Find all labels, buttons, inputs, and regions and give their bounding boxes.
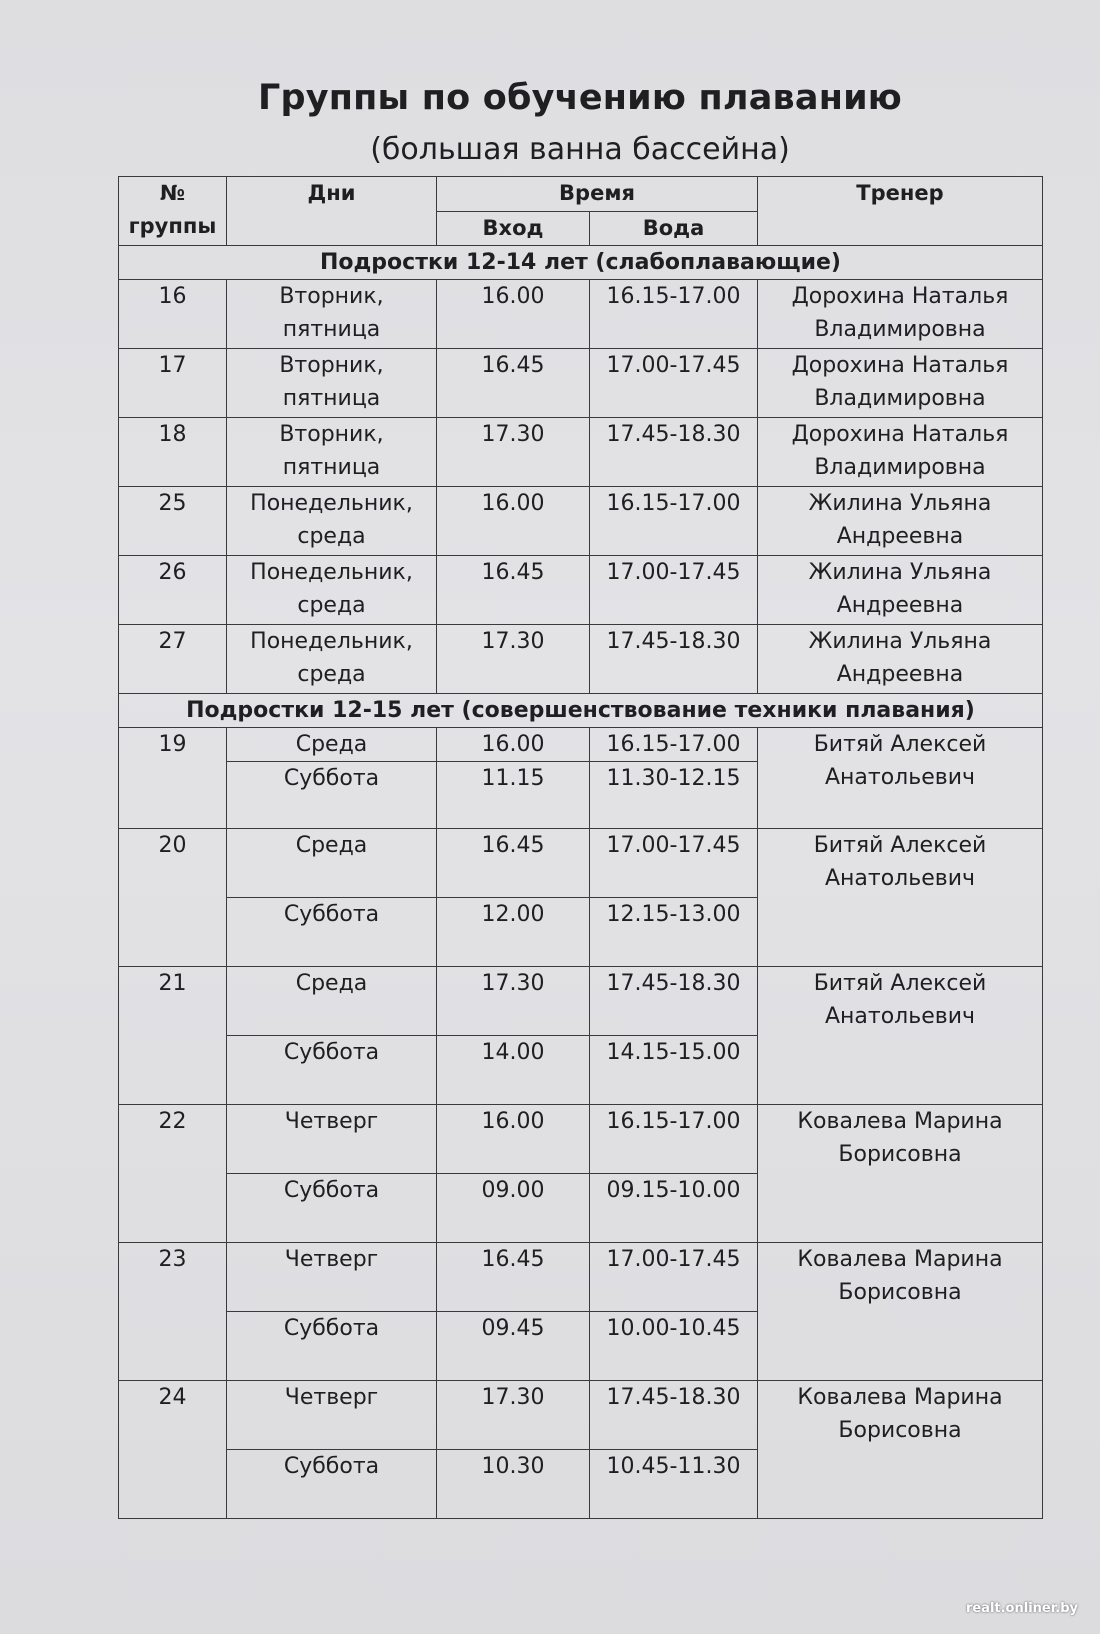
entry-time-cell: 12.00 [437, 898, 590, 967]
entry-time-cell: 16.00 [437, 280, 590, 349]
day-cell: Суббота [227, 898, 437, 967]
group-number-cell: 22 [119, 1105, 227, 1243]
coach-line2: Борисовна [838, 1142, 962, 1167]
day-cell: Среда [227, 967, 437, 1036]
entry-time-cell: 16.45 [437, 556, 590, 625]
water-time-cell: 09.15-10.00 [590, 1174, 758, 1243]
coach-cell [758, 625, 1043, 694]
coach-line2: Владимировна [814, 386, 986, 411]
day-cell: Суббота [227, 1036, 437, 1105]
days-line1: Вторник, [279, 422, 384, 447]
header-entry: Вход [437, 212, 590, 246]
entry-time-cell: 09.00 [437, 1174, 590, 1243]
table-row [119, 1243, 1043, 1312]
coach-line2: Борисовна [838, 1280, 962, 1305]
table-row [119, 728, 1043, 762]
water-time-cell: 16.15-17.00 [590, 728, 758, 762]
header-water: Вода [590, 212, 758, 246]
coach-cell [758, 280, 1043, 349]
days-line1: Понедельник, [250, 491, 413, 516]
entry-time-cell: 16.45 [437, 829, 590, 898]
coach-cell [758, 967, 1043, 1105]
days-cell [227, 487, 437, 556]
days-line2: среда [297, 662, 366, 687]
header-coach: Тренер [758, 177, 1043, 246]
entry-time-cell: 17.30 [437, 418, 590, 487]
header-num-line2: группы [128, 214, 217, 238]
coach-line2: Анатольевич [824, 1004, 975, 1029]
entry-time-cell: 17.30 [437, 625, 590, 694]
section-label: Подростки 12-14 лет (слабоплавающие) [119, 246, 1043, 280]
days-line1: Вторник, [279, 284, 384, 309]
water-time-cell: 10.00-10.45 [590, 1312, 758, 1381]
entry-time-cell: 17.30 [437, 1381, 590, 1450]
schedule-table [118, 176, 1043, 1519]
section-label: Подростки 12-15 лет (совершенствование техники плавания) [119, 694, 1043, 728]
table-row [119, 1105, 1043, 1174]
table-row [119, 1381, 1043, 1450]
coach-line2: Владимировна [814, 455, 986, 480]
group-number-cell: 20 [119, 829, 227, 967]
entry-time-cell: 16.45 [437, 1243, 590, 1312]
day-cell: Среда [227, 728, 437, 762]
water-time-cell: 16.15-17.00 [590, 487, 758, 556]
coach-cell [758, 487, 1043, 556]
day-cell: Суббота [227, 1312, 437, 1381]
day-cell: Суббота [227, 762, 437, 829]
coach-line2: Борисовна [838, 1418, 962, 1443]
coach-line1: Битяй Алексей [813, 732, 987, 757]
header-row-1 [119, 177, 1043, 212]
group-number-cell: 16 [119, 280, 227, 349]
page-title: Группы по обучению плаванию [257, 78, 903, 118]
table-row [119, 487, 1043, 556]
header-num-line1: № [159, 181, 186, 205]
group-number-cell: 26 [119, 556, 227, 625]
coach-line1: Жилина Ульяна [808, 560, 992, 585]
coach-cell [758, 349, 1043, 418]
table-row [119, 556, 1043, 625]
watermark: realt.onliner.by [965, 1601, 1078, 1616]
days-cell [227, 625, 437, 694]
coach-line1: Битяй Алексей [813, 971, 987, 996]
water-time-cell: 17.45-18.30 [590, 625, 758, 694]
page-subtitle: (большая ванна бассейна) [370, 132, 790, 167]
coach-line1: Дорохина Наталья [791, 422, 1009, 447]
coach-line1: Ковалева Марина [797, 1385, 1003, 1410]
entry-time-cell: 16.45 [437, 349, 590, 418]
header-time: Время [437, 177, 758, 212]
coach-line2: Анатольевич [824, 765, 975, 790]
water-time-cell: 16.15-17.00 [590, 1105, 758, 1174]
water-time-cell: 17.45-18.30 [590, 967, 758, 1036]
coach-line2: Андреевна [836, 524, 964, 549]
water-time-cell: 17.00-17.45 [590, 349, 758, 418]
coach-line1: Жилина Ульяна [808, 629, 992, 654]
group-number-cell: 18 [119, 418, 227, 487]
header-group-number [119, 177, 227, 246]
coach-line2: Андреевна [836, 593, 964, 618]
header-days: Дни [227, 177, 437, 246]
section-heading-1 [119, 246, 1043, 280]
coach-line2: Андреевна [836, 662, 964, 687]
coach-cell [758, 1105, 1043, 1243]
entry-time-cell: 16.00 [437, 487, 590, 556]
entry-time-cell: 11.15 [437, 762, 590, 829]
coach-cell [758, 728, 1043, 829]
days-line2: пятница [282, 386, 381, 411]
entry-time-cell: 10.30 [437, 1450, 590, 1519]
day-cell: Четверг [227, 1381, 437, 1450]
day-cell: Четверг [227, 1105, 437, 1174]
coach-line1: Дорохина Наталья [791, 284, 1009, 309]
group-number-cell: 19 [119, 728, 227, 829]
day-cell: Суббота [227, 1174, 437, 1243]
coach-line1: Битяй Алексей [813, 833, 987, 858]
days-cell [227, 556, 437, 625]
water-time-cell: 14.15-15.00 [590, 1036, 758, 1105]
group-number-cell: 21 [119, 967, 227, 1105]
water-time-cell: 16.15-17.00 [590, 280, 758, 349]
coach-line1: Ковалева Марина [797, 1247, 1003, 1272]
water-time-cell: 17.45-18.30 [590, 418, 758, 487]
days-line1: Вторник, [279, 353, 384, 378]
coach-line2: Владимировна [814, 317, 986, 342]
table-row [119, 418, 1043, 487]
water-time-cell: 11.30-12.15 [590, 762, 758, 829]
entry-time-cell: 09.45 [437, 1312, 590, 1381]
coach-cell [758, 1381, 1043, 1519]
coach-cell [758, 829, 1043, 967]
days-line2: среда [297, 524, 366, 549]
group-number-cell: 27 [119, 625, 227, 694]
water-time-cell: 12.15-13.00 [590, 898, 758, 967]
group-number-cell: 24 [119, 1381, 227, 1519]
table-row [119, 967, 1043, 1036]
water-time-cell: 10.45-11.30 [590, 1450, 758, 1519]
day-cell: Суббота [227, 1450, 437, 1519]
entry-time-cell: 16.00 [437, 1105, 590, 1174]
coach-line1: Жилина Ульяна [808, 491, 992, 516]
days-cell [227, 349, 437, 418]
days-line1: Понедельник, [250, 629, 413, 654]
table-row [119, 280, 1043, 349]
water-time-cell: 17.00-17.45 [590, 1243, 758, 1312]
group-number-cell: 25 [119, 487, 227, 556]
day-cell: Четверг [227, 1243, 437, 1312]
days-cell [227, 418, 437, 487]
coach-cell [758, 418, 1043, 487]
days-line2: пятница [282, 455, 381, 480]
water-time-cell: 17.00-17.45 [590, 556, 758, 625]
group-number-cell: 23 [119, 1243, 227, 1381]
coach-line1: Ковалева Марина [797, 1109, 1003, 1134]
water-time-cell: 17.45-18.30 [590, 1381, 758, 1450]
days-line1: Понедельник, [250, 560, 413, 585]
days-cell [227, 280, 437, 349]
table-row [119, 829, 1043, 898]
coach-line2: Анатольевич [824, 866, 975, 891]
day-cell: Среда [227, 829, 437, 898]
table-row [119, 625, 1043, 694]
section-heading-2 [119, 694, 1043, 728]
water-time-cell: 17.00-17.45 [590, 829, 758, 898]
entry-time-cell: 17.30 [437, 967, 590, 1036]
days-line2: пятница [282, 317, 381, 342]
entry-time-cell: 16.00 [437, 728, 590, 762]
coach-cell [758, 1243, 1043, 1381]
days-line2: среда [297, 593, 366, 618]
table-row [119, 349, 1043, 418]
group-number-cell: 17 [119, 349, 227, 418]
entry-time-cell: 14.00 [437, 1036, 590, 1105]
coach-line1: Дорохина Наталья [791, 353, 1009, 378]
coach-cell [758, 556, 1043, 625]
